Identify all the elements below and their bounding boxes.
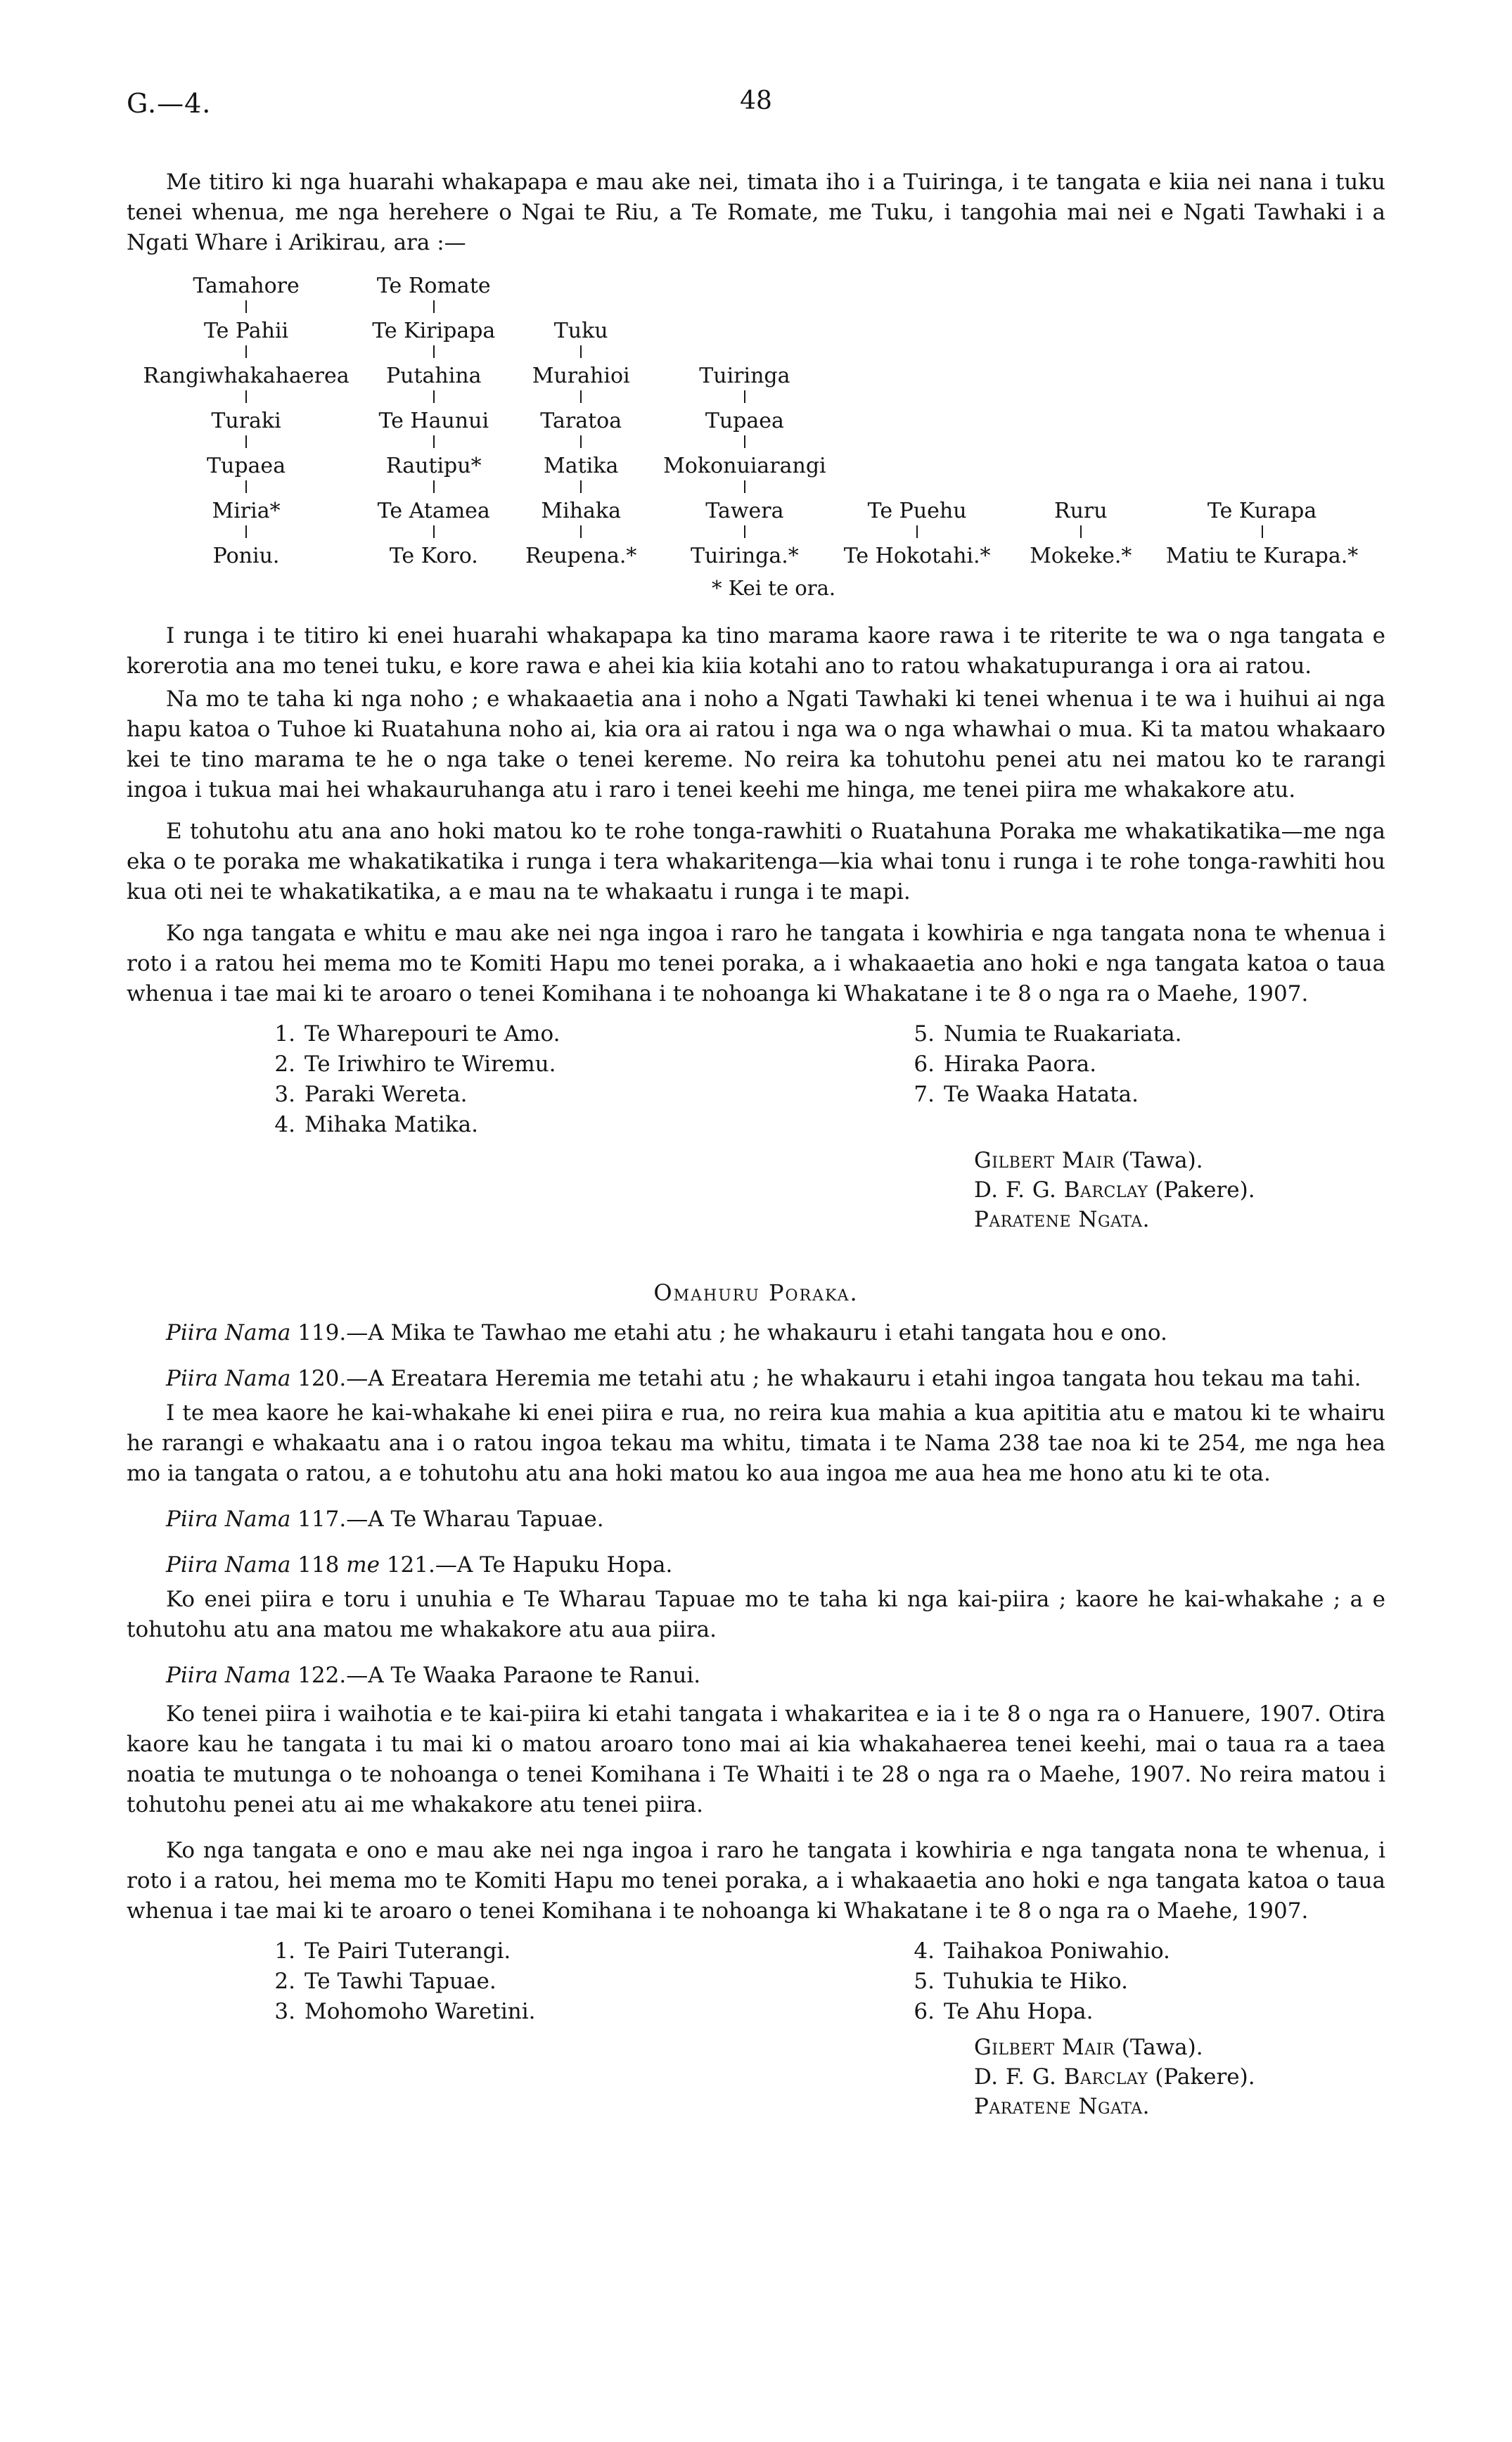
tree-node: Matiu te Kurapa.* <box>1165 544 1359 568</box>
list-item-number: 2. <box>274 1051 295 1077</box>
body-paragraph: Ko nga tangata e whitu e mau ake nei nga ingoa i raro he tangata i kowhiria e nga tangata nona te whenua i roto i a ratou hei mema mo te Komiti Hapu mo tenei poraka, a i whakaaetia ano hoki e nga tangata katoa o taua whenua i tae mai ki te aroaro o tenei Komihana i te nohoanga ki Whakatane i te 8 o nga ra o Maehe, 1907. <box>127 921 1385 1006</box>
list-item <box>270 1080 756 1110</box>
piira-label: me <box>346 1552 380 1578</box>
body-paragraph: Ko tenei piira i waihotia e te kai-piira ki etahi tangata i whakaritea e ia i te 8 o nga ra o Hanuere, 1907. Otira kaore kau he tangata i tu mai ki o matou aroaro tono mai ai kia whakahaerea tenei keehi, mai o taua ra a taea noatia te mutunga o te nohoanga o tenei Komihana i Te Whaiti i te 28 o nga ra o Maehe, 1907. No reira matou i tohutohu penei atu ai me whakakore atu tenei piira. <box>127 1701 1385 1817</box>
tree-connector <box>433 435 435 448</box>
list-item-name: Te Iriwhiro te Wiremu. <box>305 1051 556 1077</box>
list-item-number: 4. <box>274 1112 295 1137</box>
committee-list-1 <box>127 1019 1385 1140</box>
list-item-number: 3. <box>274 1082 295 1107</box>
committee-list-2-right <box>756 1936 1385 2027</box>
tree-node: Miria* <box>212 499 281 523</box>
tree-connector <box>744 525 745 538</box>
piira-paragraph <box>127 1550 1385 1580</box>
document-reference: G.—4. <box>127 88 212 119</box>
piira-label: Piira Nama <box>166 1507 291 1532</box>
tree-node: Tuiringa <box>699 364 790 388</box>
list-item-number: 1. <box>274 1938 295 1964</box>
signatory-note: (Tawa). <box>1114 1148 1203 1173</box>
tree-node: Te Romate <box>376 274 491 298</box>
tree-node: Turaki <box>211 409 281 433</box>
tree-connector <box>744 390 745 403</box>
tree-connector <box>245 525 247 538</box>
tree-connector <box>245 435 247 448</box>
committee-list-1-left <box>127 1019 756 1140</box>
tree-connector <box>580 390 582 403</box>
tree-node: Mokeke.* <box>1030 544 1132 568</box>
signatory-name: Gilbert Mair <box>974 1148 1115 1173</box>
tree-connector <box>245 480 247 493</box>
list-item-name: Numia te Ruakariata. <box>944 1021 1182 1047</box>
piira-text: 117.—A Te Wharau Tapuae. <box>290 1507 604 1532</box>
tree-connector <box>580 480 582 493</box>
tree-connector <box>580 345 582 358</box>
tree-node: Mihaka <box>541 499 621 523</box>
body-paragraph: I te mea kaore he kai-whakahe ki enei piira e rua, no reira kua mahia a kua apititia atu e matou ki te whairu he rarangi e whakaatu ana i o ratou ingoa tekau ma whitu, timata i te Nama 238 tae noa ki te 254, me nga hea mo ia tangata o ratou, a e tohutohu atu ana hoki matou ko aua ingoa me aua hea me hono atu ki te ota. <box>127 1400 1385 1486</box>
signature-line <box>974 1175 1385 1205</box>
list-item <box>909 1997 1385 2027</box>
list-item-number: 3. <box>274 1999 295 2024</box>
tree-connector <box>433 300 435 313</box>
tree-footnote: * Kei te ora. <box>711 576 836 600</box>
signature-line <box>974 1146 1385 1175</box>
piira-text: 122.—A Te Waaka Paraone te Ranui. <box>290 1663 701 1688</box>
tree-node: Te Kiripapa <box>372 319 496 343</box>
tree-connector <box>433 480 435 493</box>
tree-connector <box>433 390 435 403</box>
tree-connector <box>245 300 247 313</box>
page-number: 48 <box>740 87 772 115</box>
tree-connector <box>580 435 582 448</box>
piira-label: Piira Nama <box>166 1366 291 1391</box>
tree-node: Poniu. <box>212 544 280 568</box>
body-paragraph: Na mo te taha ki nga noho ; e whakaaetia ana i noho a Ngati Tawhaki ki tenei whenua i te wa i huihui ai nga hapu katoa o Tuhoe ki Ruatahuna noho ai, kia ora ai ratou i nga wa o nga whawhai o mua. Ki ta matou whakaaro kei te tino marama te he o nga take o tenei kereme. No reira ka tohutohu penei atu nei matou ko te rarangi ingoa i tukua mai hei whakauruhanga atu i raro i tenei keehi me hinga, me tenei piira me whakakore atu. <box>127 686 1385 803</box>
list-item <box>270 1110 756 1140</box>
committee-list-2 <box>127 1936 1385 2027</box>
signature-line <box>974 2033 1385 2062</box>
piira-paragraph <box>127 1504 1385 1535</box>
list-item-name: Tuhukia te Hiko. <box>944 1969 1128 1994</box>
tree-node: Te Haunui <box>378 409 489 433</box>
signatory-name: Paratene Ngata. <box>974 2094 1150 2119</box>
list-item-number: 6. <box>914 1999 935 2024</box>
list-item-number: 4. <box>914 1938 935 1964</box>
list-item-number: 7. <box>914 1082 935 1107</box>
piira-text: 121.—A Te Hapuku Hopa. <box>379 1552 673 1578</box>
list-item <box>270 1019 756 1049</box>
tree-node: Reupena.* <box>525 544 637 568</box>
tree-node: Te Hokotahi.* <box>843 544 991 568</box>
list-item-name: Paraki Wereta. <box>305 1082 468 1107</box>
piira-label: Piira Nama <box>166 1320 291 1345</box>
document-page <box>127 0 1385 2121</box>
whakapapa-tree <box>127 272 1385 604</box>
list-item-name: Te Tawhi Tapuae. <box>305 1969 496 1994</box>
list-item <box>909 1080 1385 1110</box>
list-item <box>270 1997 756 2027</box>
signatory-name: D. F. G. Barclay <box>974 1177 1148 1203</box>
list-item-number: 2. <box>274 1969 295 1994</box>
list-item <box>270 1967 756 1997</box>
tree-node: Matika <box>544 454 619 478</box>
list-item <box>909 1049 1385 1080</box>
body-paragraph: I runga i te titiro ki enei huarahi whakapapa ka tino marama kaore rawa i te riterite te wa o nga tangata e korerotia ana mo tenei tuku, e kore rawa e ahei kia kiia kotahi ano to ratou whakatupuranga i ora ai ratou. <box>127 623 1385 679</box>
body-paragraph: Ko enei piira e toru i unuhia e Te Wharau Tapuae mo te taha ki nga kai-piira ; kaore he kai-whakahe ; a e tohutohu atu ana matou me whakakore atu aua piira. <box>127 1587 1385 1642</box>
tree-node: Murahioi <box>532 364 630 388</box>
signature-block-1 <box>127 1146 1385 1234</box>
tree-connector <box>433 345 435 358</box>
signatory-note: (Tawa). <box>1114 2035 1203 2060</box>
piira-text: 119.—A Mika te Tawhao me etahi atu ; he whakauru i etahi tangata hou e ono. <box>290 1320 1167 1345</box>
signatory-name: Gilbert Mair <box>974 2035 1115 2060</box>
tree-node: Tupaea <box>207 454 286 478</box>
tree-connector <box>433 525 435 538</box>
list-item-number: 5. <box>914 1021 935 1047</box>
list-item-name: Te Waaka Hatata. <box>944 1082 1139 1107</box>
tree-connector <box>744 480 745 493</box>
tree-node: Rautipu* <box>385 454 482 478</box>
tree-node: Tawera <box>705 499 784 523</box>
piira-paragraph <box>127 1364 1385 1394</box>
tree-node: Ruru <box>1054 499 1108 523</box>
piira-text: 118 <box>290 1552 347 1578</box>
tree-connector <box>245 390 247 403</box>
signature-block-2 <box>127 2033 1385 2121</box>
piira-paragraph <box>127 1661 1385 1691</box>
list-item <box>909 1936 1385 1967</box>
tree-node: Te Kurapa <box>1207 499 1317 523</box>
tree-node: Te Koro. <box>389 544 478 568</box>
signatory-note: (Pakere). <box>1148 1177 1255 1203</box>
body-paragraph: Ko nga tangata e ono e mau ake nei nga ingoa i raro he tangata i kowhiria e nga tangata nona te whenua, i roto i a ratou, hei mema mo te Komiti Hapu mo tenei poraka, a i whakaaetia ano hoki e nga tangata katoa o taua whenua i tae mai ki te aroaro o tenei Komihana i te nohoanga ki Whakatane i te 8 o nga ra o Maehe, 1907. <box>127 1838 1385 1924</box>
list-item-number: 6. <box>914 1051 935 1077</box>
tree-node: Te Atamea <box>377 499 490 523</box>
tree-connector <box>916 525 918 538</box>
list-item-name: Mihaka Matika. <box>305 1112 478 1137</box>
signature-line <box>974 1205 1385 1234</box>
tree-node: Tuiringa.* <box>690 544 799 568</box>
list-item-name: Te Wharepouri te Amo. <box>305 1021 560 1047</box>
list-item <box>270 1049 756 1080</box>
piira-label: Piira Nama <box>166 1552 291 1578</box>
list-item-number: 1. <box>274 1021 295 1047</box>
list-item-name: Te Pairi Tuterangi. <box>305 1938 511 1964</box>
list-item-name: Hiraka Paora. <box>944 1051 1097 1077</box>
piira-paragraph <box>127 1318 1385 1348</box>
tree-node: Tuku <box>553 319 608 343</box>
signatory-name: Paratene Ngata. <box>974 1207 1150 1232</box>
list-item-name: Taihakoa Poniwahio. <box>944 1938 1170 1964</box>
piira-label: Piira Nama <box>166 1663 291 1688</box>
list-item <box>270 1936 756 1967</box>
page-header <box>127 89 1385 128</box>
list-item <box>909 1967 1385 1997</box>
tree-node: Te Pahii <box>203 319 289 343</box>
list-item-name: Te Ahu Hopa. <box>944 1999 1094 2024</box>
tree-connector <box>1080 525 1082 538</box>
tree-connector <box>1262 525 1263 538</box>
tree-node: Rangiwhakahaerea <box>143 364 350 388</box>
section-heading: Omahuru Poraka. <box>653 1279 859 1306</box>
intro-paragraph: Me titiro ki nga huarahi whakapapa e mau ake nei, timata iho i a Tuiringa, i te tangata e kiia nei nana i tuku tenei whenua, me nga herehere o Ngai te Riu, a Te Romate, me Tuku, i tangohia mai nei e Ngati Tawhaki i a Ngati Whare i Arikirau, ara :— <box>127 170 1385 255</box>
signature-line <box>974 2092 1385 2121</box>
tree-node: Taratoa <box>540 409 622 433</box>
signature-line <box>974 2062 1385 2092</box>
list-item-name: Mohomoho Waretini. <box>305 1999 536 2024</box>
tree-node: Mokonuiarangi <box>663 454 826 478</box>
piira-text: 120.—A Ereatara Heremia me tetahi atu ; he whakauru i etahi ingoa tangata hou tekau ma tahi. <box>290 1366 1362 1391</box>
signatory-note: (Pakere). <box>1148 2064 1255 2090</box>
signatory-name: D. F. G. Barclay <box>974 2064 1148 2090</box>
tree-node: Tamahore <box>193 274 300 298</box>
tree-connector <box>744 435 745 448</box>
list-item-number: 5. <box>914 1969 935 1994</box>
tree-node: Te Puehu <box>867 499 967 523</box>
committee-list-2-left <box>127 1936 756 2027</box>
body-paragraph: E tohutohu atu ana ano hoki matou ko te rohe tonga-rawhiti o Ruatahuna Poraka me whakatikatika—me nga eka o te poraka me whakatikatika i runga i tera whakaritenga—kia whai tonu i runga i te rohe tonga-rawhiti hou kua oti nei te whakatikatika, a e mau na te whakaatu i runga i te mapi. <box>127 819 1385 904</box>
list-item <box>909 1019 1385 1049</box>
tree-node: Putahina <box>385 364 482 388</box>
tree-connector <box>245 345 247 358</box>
committee-list-1-right <box>756 1019 1385 1140</box>
tree-node: Tupaea <box>705 409 784 433</box>
tree-connector <box>580 525 582 538</box>
